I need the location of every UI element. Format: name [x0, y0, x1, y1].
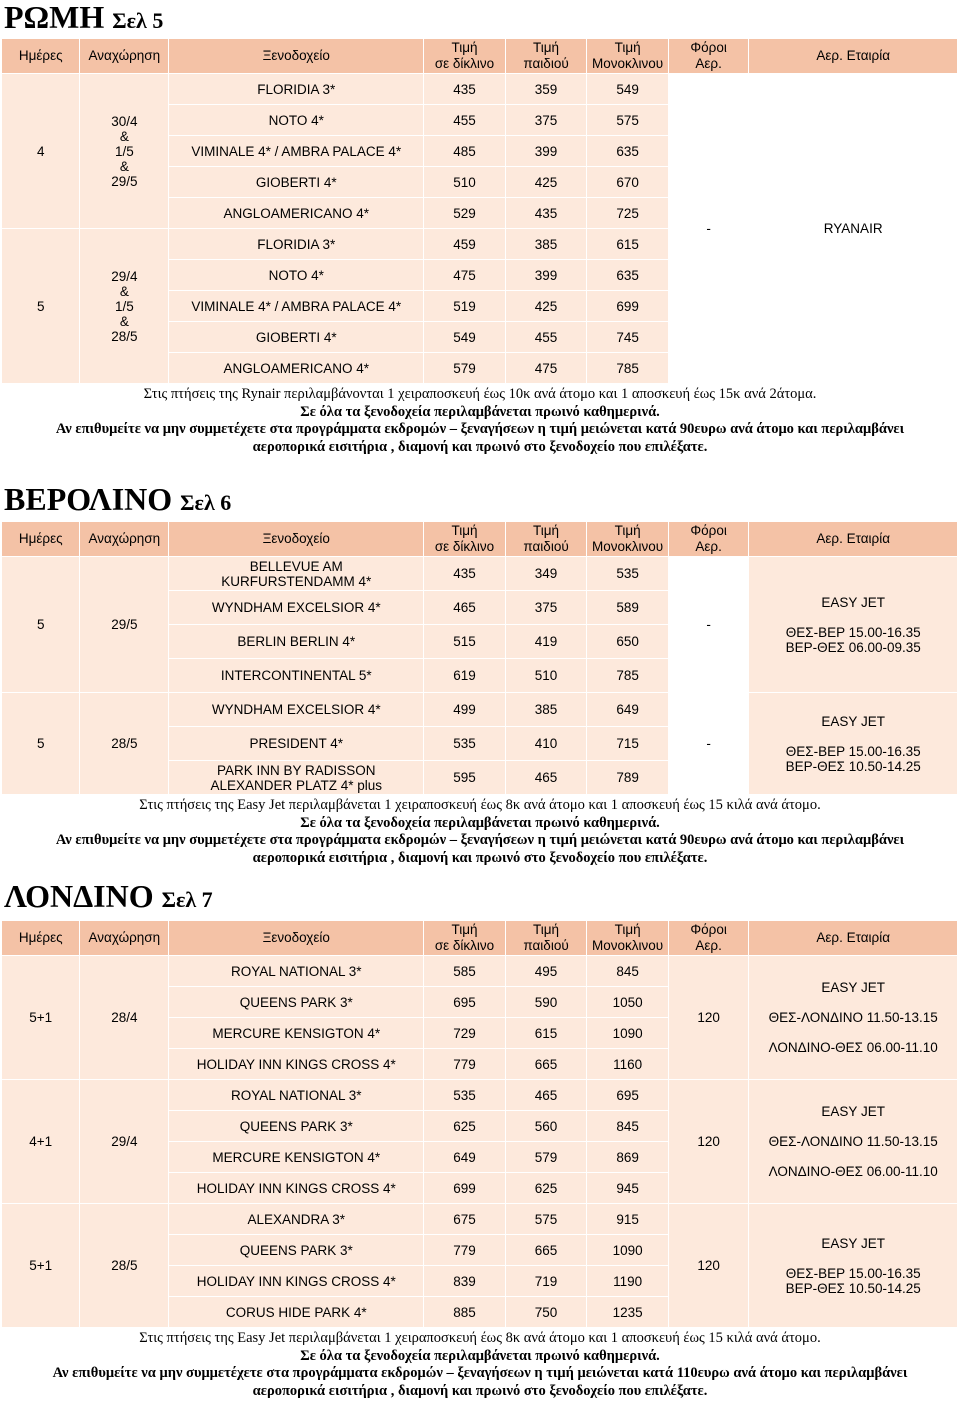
price-single: 649 [587, 693, 669, 727]
price-double: 549 [424, 322, 506, 353]
hotel-name: NOTO 4* [169, 105, 424, 136]
price-child: 590 [505, 987, 587, 1018]
hotel-name: FLORIDIA 3* [169, 74, 424, 105]
price-double: 699 [424, 1173, 506, 1204]
group-days: 5+1 [2, 1204, 80, 1328]
price-double: 475 [424, 260, 506, 291]
price-child: 435 [505, 198, 587, 229]
price-double: 459 [424, 229, 506, 260]
price-single: 785 [587, 353, 669, 384]
baggage-note: Στις πτήσεις της Easy Jet περιλαμβάνεται 1 χειραποσκευή έως 8κ ανά άτομο και 1 αποσκευή έως 15 κιλά ανά άτομο. [139, 1330, 821, 1346]
price-double: 455 [424, 105, 506, 136]
header-hotel: Ξενοδοχείο [169, 39, 424, 74]
price-child: 399 [505, 260, 587, 291]
hotel-name: INTERCONTINENTAL 5* [169, 659, 424, 693]
hotel-name: MERCURE KENSIGTON 4* [169, 1142, 424, 1173]
price-child: 475 [505, 353, 587, 384]
price-single: 1090 [587, 1235, 669, 1266]
price-double: 535 [424, 1080, 506, 1111]
tax-value: 120 [668, 1080, 749, 1204]
rome-price-table [1, 38, 958, 384]
hotel-name: HOLIDAY INN KINGS CROSS 4* [169, 1173, 424, 1204]
hotel-name: PARK INN BY RADISSON ALEXANDER PLATZ 4* plus [169, 761, 424, 795]
price-child: 375 [505, 591, 587, 625]
header-tax: Φόροι Αερ. [668, 921, 749, 956]
price-double: 779 [424, 1049, 506, 1080]
hotel-name: ANGLOAMERICANO 4* [169, 353, 424, 384]
price-double: 435 [424, 74, 506, 105]
price-single: 650 [587, 625, 669, 659]
hotel-name: PRESIDENT 4* [169, 727, 424, 761]
tax-value: - [668, 693, 749, 795]
airline-name: EASY JET ΘΕΣ-ΛΟΝΔΙΝΟ 11.50-13.15 ΛΟΝΔΙΝΟ-ΘΕΣ 06.00-11.10 [749, 956, 958, 1080]
price-double: 649 [424, 1142, 506, 1173]
berlin-price-table [1, 521, 958, 795]
price-child: 359 [505, 74, 587, 105]
price-single: 715 [587, 727, 669, 761]
london-notes [0, 1330, 960, 1400]
table-row [2, 74, 958, 105]
table-row [2, 1080, 958, 1111]
group-days: 5 [2, 557, 80, 693]
price-double: 885 [424, 1297, 506, 1328]
berlin-title [4, 482, 960, 520]
rome-city: ΡΩΜΗ [4, 0, 105, 35]
header-price-child: Τιμή παιδιού [505, 921, 587, 956]
price-child: 665 [505, 1049, 587, 1080]
price-single: 915 [587, 1204, 669, 1235]
price-child: 349 [505, 557, 587, 591]
price-child: 465 [505, 761, 587, 795]
header-days: Ημέρες [2, 39, 80, 74]
berlin-section [0, 482, 960, 867]
header-price-child: Τιμή παιδιού [505, 39, 587, 74]
hotel-name: FLORIDIA 3* [169, 229, 424, 260]
price-child: 399 [505, 136, 587, 167]
price-single: 535 [587, 557, 669, 591]
header-hotel: Ξενοδοχείο [169, 921, 424, 956]
price-double: 510 [424, 167, 506, 198]
rome-section [0, 0, 960, 456]
price-single: 845 [587, 1111, 669, 1142]
header-price-single: Τιμή Μονοκλινου [587, 921, 669, 956]
london-section [0, 879, 960, 1400]
header-price-single: Τιμή Μονοκλινου [587, 39, 669, 74]
price-child: 510 [505, 659, 587, 693]
price-single: 945 [587, 1173, 669, 1204]
price-child: 575 [505, 1204, 587, 1235]
table-row [2, 956, 958, 987]
hotel-name: MERCURE KENSIGTON 4* [169, 1018, 424, 1049]
hotel-name: CORUS HIDE PARK 4* [169, 1297, 424, 1328]
price-single: 589 [587, 591, 669, 625]
hotel-name: QUEENS PARK 3* [169, 1235, 424, 1266]
header-days: Ημέρες [2, 921, 80, 956]
table-header-row [2, 921, 958, 956]
price-child: 560 [505, 1111, 587, 1142]
price-double: 515 [424, 625, 506, 659]
group-dates: 29/4 & 1/5 & 28/5 [80, 229, 169, 384]
rome-title [4, 0, 960, 38]
header-airline: Αερ. Εταιρία [749, 39, 958, 74]
price-child: 495 [505, 956, 587, 987]
price-single: 670 [587, 167, 669, 198]
header-airline: Αερ. Εταιρία [749, 921, 958, 956]
hotel-name: ROYAL NATIONAL 3* [169, 956, 424, 987]
header-departure: Αναχώρηση [80, 522, 169, 557]
price-double: 625 [424, 1111, 506, 1142]
price-child: 625 [505, 1173, 587, 1204]
hotel-name: GIOBERTI 4* [169, 167, 424, 198]
header-tax: Φόροι Αερ. [668, 39, 749, 74]
berlin-page: Σελ 6 [180, 490, 232, 515]
hotel-name: ANGLOAMERICANO 4* [169, 198, 424, 229]
header-hotel: Ξενοδοχείο [169, 522, 424, 557]
group-days: 4+1 [2, 1080, 80, 1204]
london-city: ΛΟΝΔΙΝΟ [4, 878, 154, 914]
price-child: 579 [505, 1142, 587, 1173]
hotel-name: VIMINALE 4* / AMBRA PALACE 4* [169, 136, 424, 167]
price-double: 595 [424, 761, 506, 795]
price-single: 549 [587, 74, 669, 105]
hotel-name: ALEXANDRA 3* [169, 1204, 424, 1235]
tax-value: - [668, 557, 749, 693]
price-child: 425 [505, 167, 587, 198]
london-page: Σελ 7 [161, 887, 213, 912]
header-departure: Αναχώρηση [80, 921, 169, 956]
price-double: 485 [424, 136, 506, 167]
price-child: 615 [505, 1018, 587, 1049]
baggage-note: Στις πτήσεις της Easy Jet περιλαμβάνεται 1 χειραποσκευή έως 8κ ανά άτομο και 1 αποσκευή έως 15 κιλά ανά άτομο. [139, 797, 821, 813]
price-child: 465 [505, 1080, 587, 1111]
hotel-name: WYNDHAM EXCELSIOR 4* [169, 591, 424, 625]
price-single: 615 [587, 229, 669, 260]
table-row [2, 1204, 958, 1235]
price-double: 585 [424, 956, 506, 987]
hotel-name: BERLIN BERLIN 4* [169, 625, 424, 659]
price-child: 385 [505, 229, 587, 260]
hotel-name: QUEENS PARK 3* [169, 1111, 424, 1142]
tax-value: - [668, 74, 749, 384]
price-double: 519 [424, 291, 506, 322]
hotel-name: HOLIDAY INN KINGS CROSS 4* [169, 1049, 424, 1080]
london-title [4, 879, 960, 917]
group-dates: 28/5 [80, 1204, 169, 1328]
price-single: 1190 [587, 1266, 669, 1297]
excursion-note: Αν επιθυμείτε να μην συμμετέχετε στα προγράμματα εκδρομών – ξεναγήσεων η τιμή μειώνεται κατά 90ευρω ανά άτομο και περιλαμβάνει αεροπορικά εισιτήρια , διαμονή και πρωινό στο ξενοδοχείο που επιλέξατε. [55, 421, 905, 455]
header-price-double: Τιμή σε δίκλινο [424, 39, 506, 74]
price-double: 729 [424, 1018, 506, 1049]
excursion-note: Αν επιθυμείτε να μην συμμετέχετε στα προγράμματα εκδρομών – ξεναγήσεων η τιμή μειώνεται κατά 90ευρω ανά άτομο και περιλαμβάνει αεροπορικά εισιτήρια , διαμονή και πρωινό στο ξενοδοχείο που επιλέξατε. [55, 832, 905, 866]
table-header-row [2, 522, 958, 557]
berlin-city: ΒΕΡΟΛΙΝΟ [4, 481, 173, 517]
airline-name: EASY JET ΘΕΣ-ΒΕΡ 15.00-16.35 ΒΕΡ-ΘΕΣ 10.50-14.25 [749, 1204, 958, 1328]
group-dates: 29/4 [80, 1080, 169, 1204]
price-single: 845 [587, 956, 669, 987]
price-double: 465 [424, 591, 506, 625]
price-child: 719 [505, 1266, 587, 1297]
rome-notes [0, 386, 960, 456]
price-single: 575 [587, 105, 669, 136]
price-single: 869 [587, 1142, 669, 1173]
price-double: 695 [424, 987, 506, 1018]
airline-name: RYANAIR [749, 74, 958, 384]
price-child: 425 [505, 291, 587, 322]
header-price-single: Τιμή Μονοκλινου [587, 522, 669, 557]
price-double: 619 [424, 659, 506, 693]
header-departure: Αναχώρηση [80, 39, 169, 74]
price-single: 1160 [587, 1049, 669, 1080]
price-single: 695 [587, 1080, 669, 1111]
table-row [2, 693, 958, 727]
price-single: 1235 [587, 1297, 669, 1328]
group-dates: 29/5 [80, 557, 169, 693]
group-days: 4 [2, 74, 80, 229]
hotel-name: WYNDHAM EXCELSIOR 4* [169, 693, 424, 727]
price-single: 635 [587, 136, 669, 167]
hotel-name: QUEENS PARK 3* [169, 987, 424, 1018]
berlin-notes [0, 797, 960, 867]
price-child: 410 [505, 727, 587, 761]
price-child: 385 [505, 693, 587, 727]
hotel-name: BELLEVUE AM KURFURSTENDAMM 4* [169, 557, 424, 591]
price-double: 435 [424, 557, 506, 591]
hotel-name: HOLIDAY INN KINGS CROSS 4* [169, 1266, 424, 1297]
airline-name: EASY JET ΘΕΣ-ΒΕΡ 15.00-16.35 ΒΕΡ-ΘΕΣ 10.50-14.25 [749, 693, 958, 795]
price-child: 419 [505, 625, 587, 659]
header-tax: Φόροι Αερ. [668, 522, 749, 557]
airline-name: EASY JET ΘΕΣ-ΒΕΡ 15.00-16.35 ΒΕΡ-ΘΕΣ 06.00-09.35 [749, 557, 958, 693]
group-days: 5+1 [2, 956, 80, 1080]
group-dates: 28/4 [80, 956, 169, 1080]
price-single: 1050 [587, 987, 669, 1018]
header-price-double: Τιμή σε δίκλινο [424, 921, 506, 956]
header-price-child: Τιμή παιδιού [505, 522, 587, 557]
london-price-table [1, 920, 958, 1328]
group-dates: 28/5 [80, 693, 169, 795]
price-child: 375 [505, 105, 587, 136]
table-header-row [2, 39, 958, 74]
header-airline: Αερ. Εταιρία [749, 522, 958, 557]
price-single: 699 [587, 291, 669, 322]
excursion-note: Αν επιθυμείτε να μην συμμετέχετε στα προγράμματα εκδρομών – ξεναγήσεων η τιμή μειώνεται κατά 110ευρω ανά άτομο και περιλαμβάνει αεροπορικά εισιτήρια , διαμονή και πρωινό στο ξενοδοχείο που επιλέξατε. [52, 1365, 908, 1399]
price-double: 675 [424, 1204, 506, 1235]
hotel-name: NOTO 4* [169, 260, 424, 291]
price-double: 499 [424, 693, 506, 727]
price-double: 579 [424, 353, 506, 384]
group-dates: 30/4 & 1/5 & 29/5 [80, 74, 169, 229]
hotel-name: ROYAL NATIONAL 3* [169, 1080, 424, 1111]
price-double: 839 [424, 1266, 506, 1297]
price-child: 665 [505, 1235, 587, 1266]
price-single: 745 [587, 322, 669, 353]
tax-value: 120 [668, 956, 749, 1080]
table-row [2, 557, 958, 591]
price-single: 789 [587, 761, 669, 795]
baggage-note: Στις πτήσεις της Rynair περιλαμβάνονται 1 χειραποσκευή έως 10κ ανά άτομο και 1 αποσκευή έως 15κ ανά 2άτομα. [143, 386, 817, 402]
group-days: 5 [2, 229, 80, 384]
header-price-double: Τιμή σε δίκλινο [424, 522, 506, 557]
breakfast-note: Σε όλα τα ξενοδοχεία περιλαμβάνεται πρωινό καθημερινά. [300, 814, 660, 831]
breakfast-note: Σε όλα τα ξενοδοχεία περιλαμβάνεται πρωινό καθημερινά. [300, 403, 660, 420]
price-single: 1090 [587, 1018, 669, 1049]
hotel-name: GIOBERTI 4* [169, 322, 424, 353]
group-days: 5 [2, 693, 80, 795]
breakfast-note: Σε όλα τα ξενοδοχεία περιλαμβάνεται πρωινό καθημερινά. [300, 1347, 660, 1364]
airline-name: EASY JET ΘΕΣ-ΛΟΝΔΙΝΟ 11.50-13.15 ΛΟΝΔΙΝΟ-ΘΕΣ 06.00-11.10 [749, 1080, 958, 1204]
price-single: 635 [587, 260, 669, 291]
price-single: 725 [587, 198, 669, 229]
price-double: 529 [424, 198, 506, 229]
price-child: 750 [505, 1297, 587, 1328]
rome-page: Σελ 5 [112, 8, 164, 33]
tax-value: 120 [668, 1204, 749, 1328]
price-double: 535 [424, 727, 506, 761]
price-child: 455 [505, 322, 587, 353]
header-days: Ημέρες [2, 522, 80, 557]
price-single: 785 [587, 659, 669, 693]
hotel-name: VIMINALE 4* / AMBRA PALACE 4* [169, 291, 424, 322]
price-double: 779 [424, 1235, 506, 1266]
